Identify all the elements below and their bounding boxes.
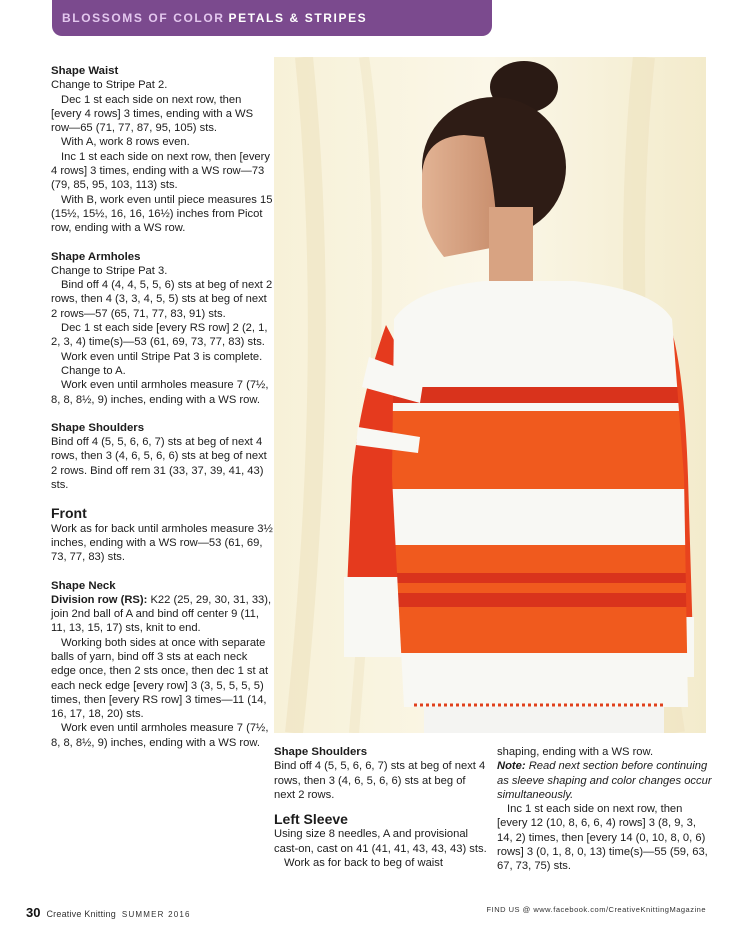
- sweater-photo: [274, 57, 706, 733]
- heading-shape-waist: Shape Waist: [51, 65, 119, 77]
- note-label: Note:: [497, 760, 526, 773]
- front-shoulders-text: Bind off 4 (5, 5, 6, 6, 7) sts at beg of next 4 rows, then 3 (4, 6, 5, 6, 6) sts at beg of next 2 rows.: [274, 760, 486, 801]
- heading-shape-neck: Shape Neck: [51, 579, 116, 592]
- waist-line-1: Change to Stripe Pat 2.: [51, 79, 168, 92]
- pattern-column-2: [274, 745, 488, 870]
- page-number: 30: [26, 905, 41, 920]
- armholes-line-5: Change to A.: [61, 364, 126, 377]
- issue-label: SUMMER 2016: [121, 910, 191, 919]
- banner-series: BLOSSOMS OF COLOR: [62, 11, 225, 25]
- division-text: K22 (25, 29, 30, 31, 33), join 2nd ball of A and bind off center 9 (11, 11, 13, 15, 17) sts, knit to end.: [51, 593, 272, 635]
- left-sleeve-text-2: Work as for back to beg of waist: [284, 857, 443, 870]
- heading-shape-shoulders: Shape Shoulders: [51, 421, 145, 434]
- armholes-line-3: Dec 1 st each side [every RS row] 2 (2, 1, 2, 3, 4) time(s)—53 (61, 69, 73, 77, 83) sts.: [51, 322, 268, 349]
- division-label: Division row (RS):: [51, 593, 148, 606]
- col3-continued-text: shaping, ending with a WS row.: [497, 746, 654, 758]
- banner-title: PETALS & STRIPES: [228, 11, 368, 25]
- sleeve-note: [497, 759, 712, 802]
- left-sleeve-text: Using size 8 needles, A and provisional cast-on, cast on 41 (41, 41, 43, 43, 43) sts.: [274, 828, 487, 855]
- heading-shape-armholes: Shape Armholes: [51, 250, 141, 263]
- armholes-line-4: Work even until Stripe Pat 3 is complete.: [61, 350, 263, 363]
- footer-find-us: FIND US @ www.facebook.com/CreativeKnittingMagazine: [486, 905, 706, 914]
- neck-line-2: Work even until armholes measure 7 (7½, 8, 8, 8½, 9) inches, ending with a WS row.: [51, 722, 269, 749]
- note-text: Read next section before continuing as sleeve shaping and color changes occur simultaneously.: [497, 760, 712, 801]
- magazine-name: Creative Knitting: [46, 909, 116, 919]
- sleeve-inc-text: Inc 1 st each side on next row, then [every 12 (10, 8, 6, 6, 4) rows] 3 (8, 9, 3, 14, 2) times, then [every 14 (0, 10, 8, 0, 6) rows] 3 (0, 1, 8, 0, 13) time(s)—55 (59, 63, 67, 73, 75) sts.: [497, 803, 708, 873]
- heading-front-shape-shoulders: Shape Shoulders: [274, 746, 368, 758]
- heading-front: Front: [51, 505, 87, 522]
- pattern-column-3: [497, 745, 712, 874]
- armholes-line-6: Work even until armholes measure 7 (7½, 8, 8, 8½, 9) inches, ending with a WS row.: [51, 379, 269, 406]
- heading-left-sleeve: Left Sleeve: [274, 811, 348, 828]
- section-banner: [52, 0, 492, 36]
- shoulders-text: Bind off 4 (5, 5, 6, 6, 7) sts at beg of next 4 rows, then 3 (4, 6, 5, 6, 6) sts at beg of next 2 rows. Bind off rem 31 (33, 37, 39, 41, 43) sts.: [51, 436, 267, 492]
- pattern-column-1: [51, 64, 273, 750]
- waist-line-3: With A, work 8 rows even.: [61, 136, 190, 149]
- waist-line-4: Inc 1 st each side on next row, then [every 4 rows] 3 times, ending with a WS row—73 (79, 85, 95, 103, 113) sts.: [51, 150, 270, 192]
- armholes-line-2: Bind off 4 (4, 4, 5, 5, 6) sts at beg of next 2 rows, then 4 (3, 3, 4, 5, 5) sts at beg of next 2 rows—57 (65, 71, 77, 83, 91) sts.: [51, 279, 273, 320]
- division-row: [51, 593, 273, 636]
- front-text: Work as for back until armholes measure 3½ inches, ending with a WS row—53 (61, 69, 73, 77, 83) sts.: [51, 522, 273, 564]
- waist-line-5: With B, work even until piece measures 15 (15½, 15½, 16, 16, 16½) inches from Picot row, ending with a WS row.: [51, 193, 273, 235]
- armholes-line-1: Change to Stripe Pat 3.: [51, 264, 168, 277]
- footer-left: [26, 905, 191, 920]
- neck-line-1: Working both sides at once with separate balls of yarn, bind off 3 sts at each neck edge once, then 2 sts once, then dec 1 st at each neck edge [every row] 3 (3, 5, 5, 5, 5) times, then [every RS row] 3 times—11 (14, 16, 17, 18, 20) sts.: [51, 636, 269, 721]
- waist-line-2: Dec 1 st each side on next row, then [every 4 rows] 3 times, ending with a WS row—65 (71, 77, 87, 95, 105) sts.: [51, 93, 254, 135]
